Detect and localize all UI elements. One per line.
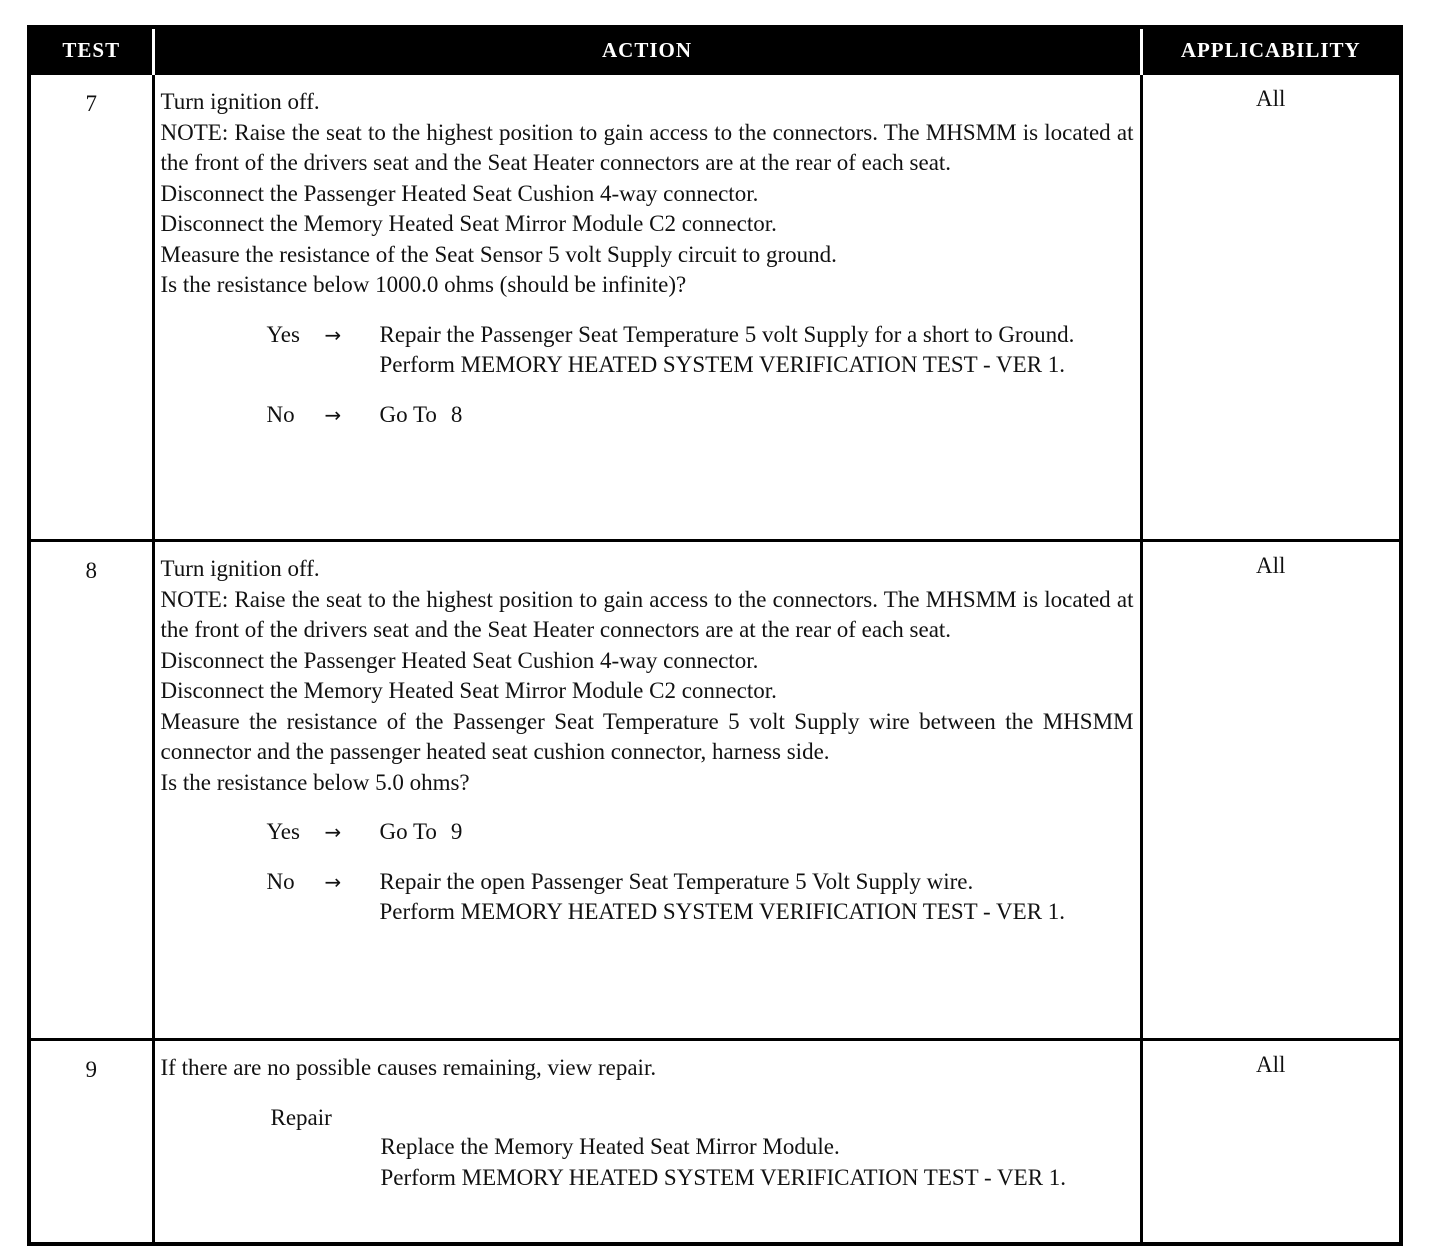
header-test: TEST bbox=[29, 27, 153, 74]
yes-response bbox=[267, 320, 1134, 381]
no-outcome bbox=[380, 867, 1134, 928]
outcome-line: Repair the Passenger Seat Temperature 5 volt Supply for a short to Ground. bbox=[379, 321, 1075, 347]
action-note: NOTE: Raise the seat to the highest position to gain access to the connectors. The MHSMM is located at the front of the drivers seat and the Seat Heater connectors are at the rear of each seat. bbox=[160, 119, 1134, 175]
table-header bbox=[29, 27, 1401, 74]
header-applicability: APPLICABILITY bbox=[1141, 27, 1401, 74]
outcome-line: Perform MEMORY HEATED SYSTEM VERIFICATION TEST - VER 1. bbox=[379, 352, 1066, 377]
repair-block bbox=[271, 1103, 1134, 1194]
yes-label: Yes bbox=[266, 321, 300, 347]
no-outcome bbox=[380, 400, 1134, 431]
action-line: Disconnect the Passenger Heated Seat Cushion 4-way connector. bbox=[160, 180, 759, 206]
diagnostic-test-table bbox=[27, 25, 1403, 1246]
no-label: No bbox=[266, 868, 295, 894]
action-line: Measure the resistance of the Seat Sensor 5 volt Supply circuit to ground. bbox=[160, 241, 837, 267]
goto-label: Go To bbox=[379, 401, 437, 427]
action-line: Measure the resistance of the Passenger Seat Temperature 5 volt Supply wire between the MHSMM connector and the passenger heated seat cushion connector, harness side. bbox=[160, 708, 1134, 764]
repair-label: Repair bbox=[270, 1104, 332, 1130]
action-question: Is the resistance below 1000.0 ohms (should be infinite)? bbox=[160, 272, 687, 297]
yes-response bbox=[267, 817, 1134, 848]
applicability-value: All bbox=[1141, 74, 1401, 541]
table-row-test-9 bbox=[29, 1040, 1401, 1245]
no-response bbox=[267, 867, 1134, 928]
table-row-test-8 bbox=[29, 541, 1401, 1040]
yes-label: Yes bbox=[266, 819, 300, 844]
repair-outcome bbox=[381, 1132, 1134, 1193]
applicability-value: All bbox=[1141, 541, 1401, 1040]
goto-label: Go To bbox=[379, 819, 437, 844]
arrow-right-icon: → bbox=[324, 820, 342, 844]
test-number: 9 bbox=[29, 1040, 153, 1245]
goto-test-link[interactable]: 9 bbox=[450, 819, 463, 844]
arrow-right-icon: → bbox=[324, 402, 342, 427]
no-response bbox=[267, 400, 1134, 431]
applicability-value: All bbox=[1141, 1040, 1401, 1245]
outcome-line: Perform MEMORY HEATED SYSTEM VERIFICATION TEST - VER 1. bbox=[379, 899, 1066, 924]
test-number: 8 bbox=[29, 541, 153, 1040]
arrow-right-icon: → bbox=[324, 322, 342, 347]
action-cell bbox=[153, 1040, 1141, 1245]
outcome-line: Replace the Memory Heated Seat Mirror Module. bbox=[380, 1134, 840, 1159]
action-question: Is the resistance below 5.0 ohms? bbox=[160, 769, 470, 795]
action-line: Disconnect the Memory Heated Seat Mirror Module C2 connector. bbox=[160, 211, 777, 236]
action-line: If there are no possible causes remaining, view repair. bbox=[160, 1055, 657, 1080]
action-cell bbox=[153, 541, 1141, 1040]
goto-test-link[interactable]: 8 bbox=[450, 401, 463, 427]
outcome-line: Repair the open Passenger Seat Temperature 5 Volt Supply wire. bbox=[379, 868, 974, 894]
yes-outcome bbox=[380, 320, 1134, 381]
no-label: No bbox=[266, 401, 295, 427]
action-line: Turn ignition off. bbox=[160, 89, 320, 114]
outcome-line: Perform MEMORY HEATED SYSTEM VERIFICATION TEST - VER 1. bbox=[380, 1164, 1067, 1190]
test-number: 7 bbox=[29, 74, 153, 541]
action-line: Disconnect the Passenger Heated Seat Cushion 4-way connector. bbox=[160, 647, 759, 673]
action-cell bbox=[153, 74, 1141, 541]
arrow-right-icon: → bbox=[324, 869, 342, 894]
table-row-test-7 bbox=[29, 74, 1401, 541]
header-action: ACTION bbox=[153, 27, 1141, 74]
action-line: Disconnect the Memory Heated Seat Mirror Module C2 connector. bbox=[160, 678, 777, 703]
action-note: NOTE: Raise the seat to the highest position to gain access to the connectors. The MHSMM is located at the front of the drivers seat and the Seat Heater connectors are at the rear of each seat. bbox=[160, 586, 1134, 642]
yes-outcome bbox=[380, 817, 1134, 848]
action-line: Turn ignition off. bbox=[160, 556, 320, 581]
